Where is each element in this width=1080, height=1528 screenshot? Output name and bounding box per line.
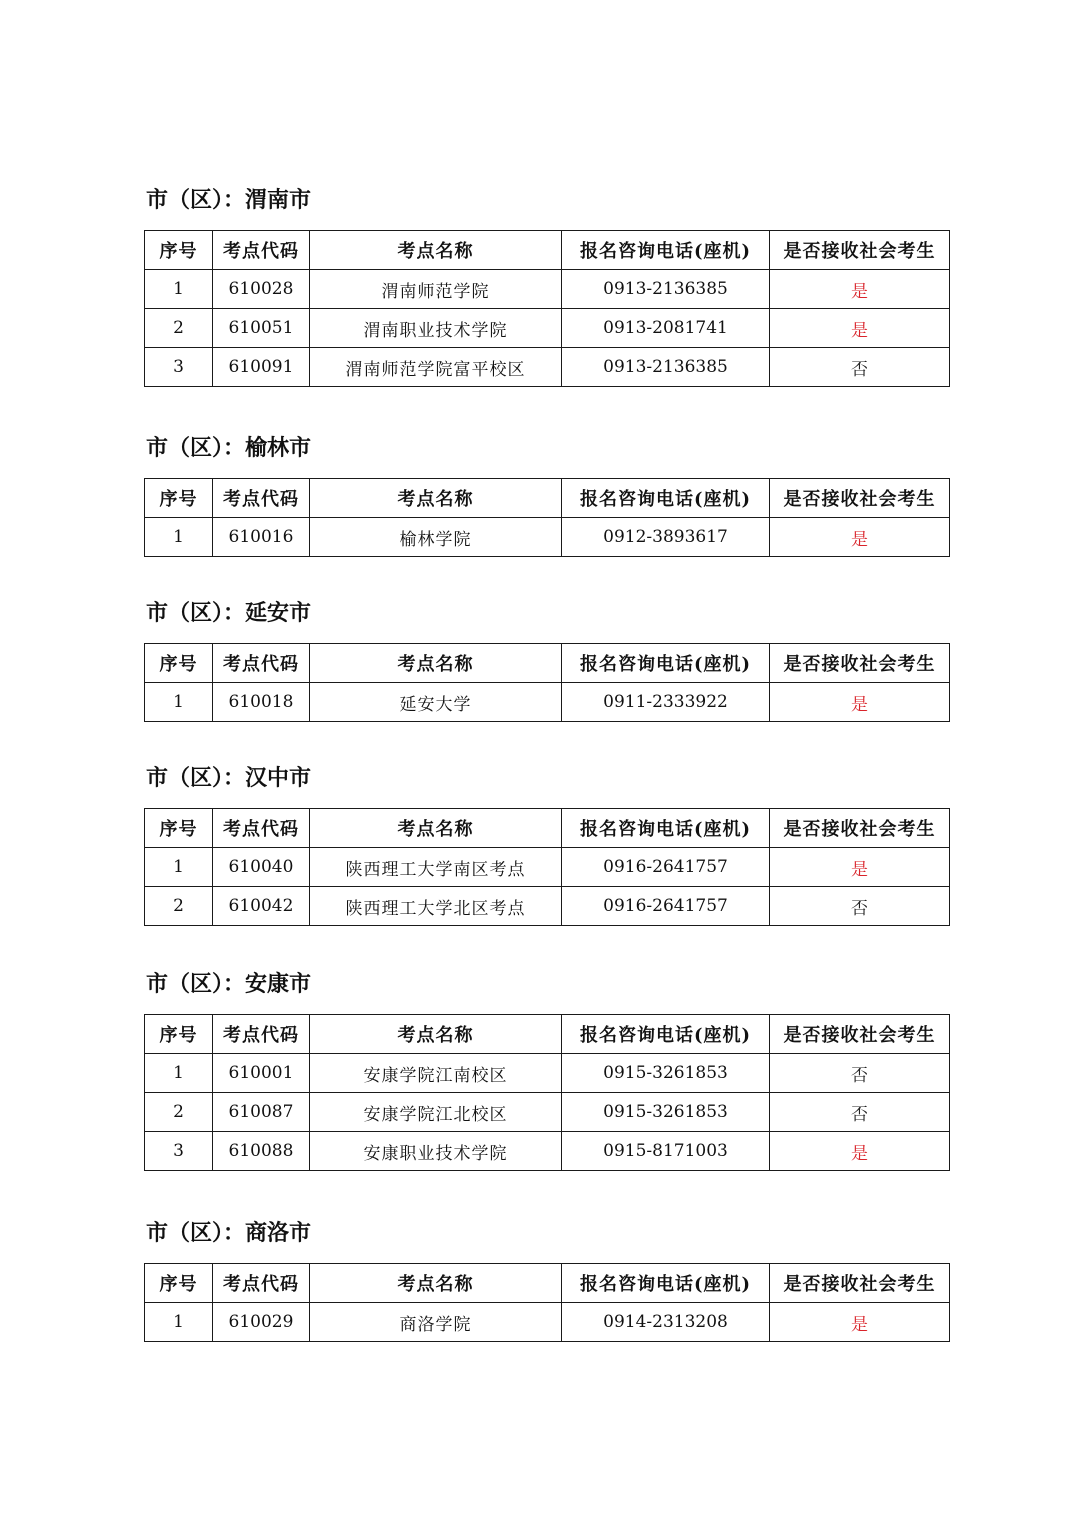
header-phone: 报名咨询电话(座机): [562, 644, 770, 683]
cell-seq: 1: [145, 848, 213, 887]
cell-name: 渭南师范学院: [310, 270, 562, 309]
header-name: 考点名称: [310, 809, 562, 848]
cell-accept: 是: [770, 683, 950, 722]
cell-name: 渭南职业技术学院: [310, 309, 562, 348]
section-heading: 市（区）：渭南市: [146, 188, 312, 213]
section-heading: 市（区）：延安市: [146, 601, 312, 626]
cell-seq: 1: [145, 683, 213, 722]
section-heading: 市（区）：汉中市: [146, 766, 312, 791]
cell-code: 610018: [213, 683, 310, 722]
cell-code: 610051: [213, 309, 310, 348]
header-name: 考点名称: [310, 231, 562, 270]
cell-phone: 0915-3261853: [562, 1093, 770, 1132]
header-name: 考点名称: [310, 1264, 562, 1303]
header-seq: 序号: [145, 809, 213, 848]
header-name: 考点名称: [310, 644, 562, 683]
table-row: [145, 848, 950, 887]
header-accept: 是否接收社会考生: [770, 231, 950, 270]
header-seq: 序号: [145, 644, 213, 683]
cell-accept: 否: [770, 887, 950, 926]
header-phone: 报名咨询电话(座机): [562, 1264, 770, 1303]
cell-code: 610042: [213, 887, 310, 926]
table-row: [145, 270, 950, 309]
cell-phone: 0913-2136385: [562, 270, 770, 309]
cell-seq: 2: [145, 887, 213, 926]
table-header-row: [145, 1264, 950, 1303]
cell-seq: 3: [145, 348, 213, 387]
cell-accept: 是: [770, 848, 950, 887]
header-accept: 是否接收社会考生: [770, 1015, 950, 1054]
cell-accept: 否: [770, 1093, 950, 1132]
section-shangluo: [144, 1219, 949, 1342]
header-phone: 报名咨询电话(座机): [562, 1015, 770, 1054]
table-header-row: [145, 644, 950, 683]
table-row: [145, 1054, 950, 1093]
table-row: [145, 1093, 950, 1132]
section-heading: 市（区）：榆林市: [146, 436, 312, 461]
exam-site-table: [144, 230, 950, 387]
cell-name: 榆林学院: [310, 518, 562, 557]
header-name: 考点名称: [310, 1015, 562, 1054]
cell-code: 610087: [213, 1093, 310, 1132]
table-row: [145, 348, 950, 387]
header-accept: 是否接收社会考生: [770, 644, 950, 683]
cell-accept: 是: [770, 1303, 950, 1342]
cell-seq: 3: [145, 1132, 213, 1171]
cell-seq: 1: [145, 518, 213, 557]
cell-accept: 是: [770, 270, 950, 309]
section-heading: 市（区）：商洛市: [146, 1221, 312, 1246]
header-phone: 报名咨询电话(座机): [562, 231, 770, 270]
cell-phone: 0916-2641757: [562, 887, 770, 926]
cell-code: 610028: [213, 270, 310, 309]
header-name: 考点名称: [310, 479, 562, 518]
table-row: [145, 1303, 950, 1342]
cell-phone: 0914-2313208: [562, 1303, 770, 1342]
header-seq: 序号: [145, 231, 213, 270]
section-heading: 市（区）：安康市: [146, 972, 312, 997]
header-seq: 序号: [145, 1015, 213, 1054]
header-code: 考点代码: [213, 1264, 310, 1303]
cell-seq: 1: [145, 1054, 213, 1093]
exam-site-table: [144, 808, 950, 926]
cell-seq: 1: [145, 1303, 213, 1342]
cell-code: 610029: [213, 1303, 310, 1342]
cell-code: 610040: [213, 848, 310, 887]
table-row: [145, 1132, 950, 1171]
cell-name: 延安大学: [310, 683, 562, 722]
cell-accept: 否: [770, 1054, 950, 1093]
section-weinan: [144, 186, 949, 387]
section-ankang: [144, 970, 949, 1171]
header-code: 考点代码: [213, 1015, 310, 1054]
header-seq: 序号: [145, 1264, 213, 1303]
cell-seq: 2: [145, 1093, 213, 1132]
header-code: 考点代码: [213, 644, 310, 683]
cell-accept: 否: [770, 348, 950, 387]
section-hanzhong: [144, 764, 949, 926]
cell-phone: 0913-2136385: [562, 348, 770, 387]
exam-site-table: [144, 1263, 950, 1342]
cell-name: 陕西理工大学南区考点: [310, 848, 562, 887]
exam-site-table: [144, 478, 950, 557]
header-code: 考点代码: [213, 479, 310, 518]
section-yanan: [144, 599, 949, 722]
cell-code: 610091: [213, 348, 310, 387]
cell-name: 安康学院江北校区: [310, 1093, 562, 1132]
table-row: [145, 518, 950, 557]
exam-site-table: [144, 643, 950, 722]
table-row: [145, 309, 950, 348]
header-accept: 是否接收社会考生: [770, 479, 950, 518]
cell-accept: 是: [770, 518, 950, 557]
cell-name: 商洛学院: [310, 1303, 562, 1342]
cell-code: 610088: [213, 1132, 310, 1171]
cell-phone: 0915-3261853: [562, 1054, 770, 1093]
cell-code: 610016: [213, 518, 310, 557]
cell-name: 安康职业技术学院: [310, 1132, 562, 1171]
header-phone: 报名咨询电话(座机): [562, 479, 770, 518]
header-phone: 报名咨询电话(座机): [562, 809, 770, 848]
table-header-row: [145, 809, 950, 848]
cell-accept: 是: [770, 1132, 950, 1171]
table-row: [145, 887, 950, 926]
header-accept: 是否接收社会考生: [770, 809, 950, 848]
header-accept: 是否接收社会考生: [770, 1264, 950, 1303]
cell-seq: 1: [145, 270, 213, 309]
header-code: 考点代码: [213, 809, 310, 848]
cell-name: 安康学院江南校区: [310, 1054, 562, 1093]
cell-phone: 0913-2081741: [562, 309, 770, 348]
table-row: [145, 683, 950, 722]
cell-name: 渭南师范学院富平校区: [310, 348, 562, 387]
cell-name: 陕西理工大学北区考点: [310, 887, 562, 926]
section-yulin: [144, 434, 949, 557]
exam-site-table: [144, 1014, 950, 1171]
cell-phone: 0916-2641757: [562, 848, 770, 887]
cell-phone: 0912-3893617: [562, 518, 770, 557]
header-code: 考点代码: [213, 231, 310, 270]
table-header-row: [145, 231, 950, 270]
table-header-row: [145, 479, 950, 518]
table-header-row: [145, 1015, 950, 1054]
cell-code: 610001: [213, 1054, 310, 1093]
cell-phone: 0911-2333922: [562, 683, 770, 722]
cell-accept: 是: [770, 309, 950, 348]
header-seq: 序号: [145, 479, 213, 518]
cell-seq: 2: [145, 309, 213, 348]
cell-phone: 0915-8171003: [562, 1132, 770, 1171]
